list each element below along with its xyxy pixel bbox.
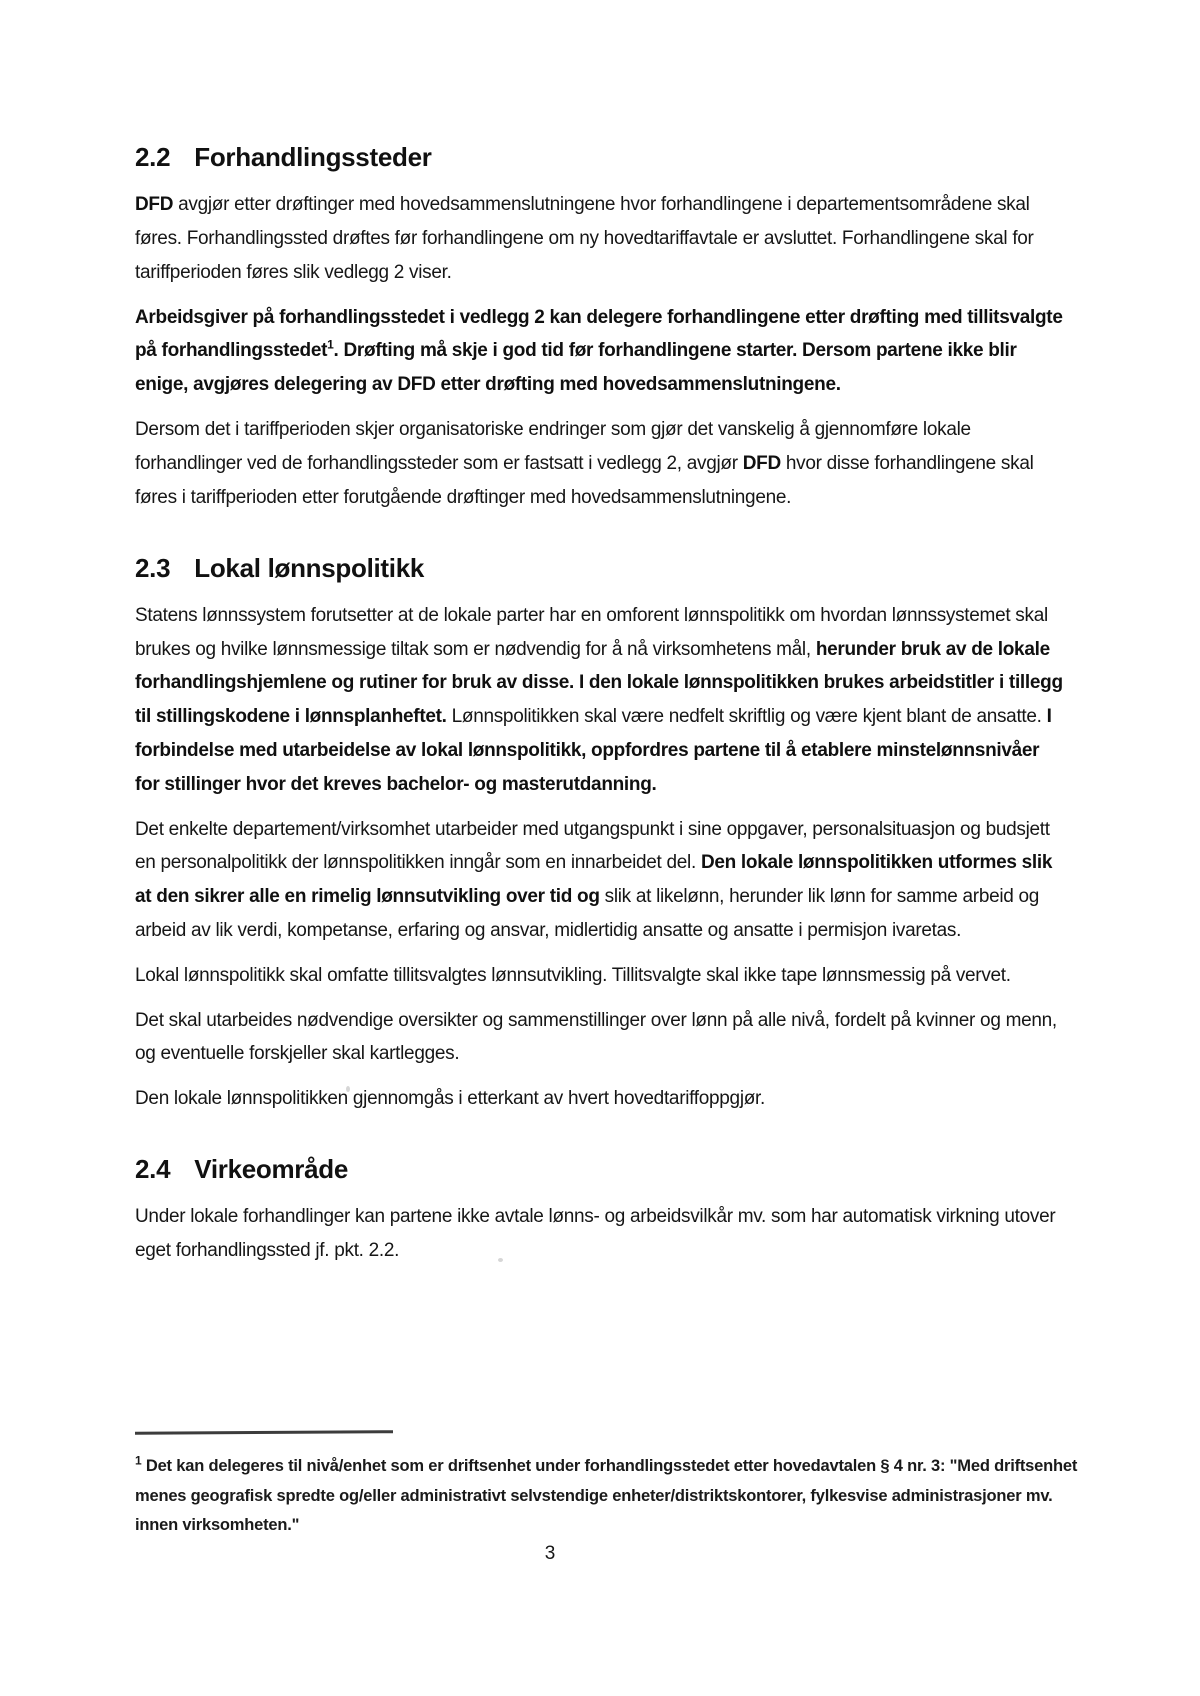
- paragraph: DFD avgjør etter drøftinger med hovedsammenslutningene hvor forhandlingene i departementsområdene skal føres. Forhandlingssted drøftes før forhandlingene om ny hovedtariffavtale er avsluttet. Forhandlingene skal for tariffperioden føres slik vedlegg 2 viser.: [135, 194, 1034, 283]
- paragraph: Det skal utarbeides nødvendige oversikter og sammenstillinger over lønn på alle nivå, fordelt på kvinner og menn, og eventuelle forskjeller skal kartlegges.: [135, 1009, 1057, 1065]
- footnote-text: $^1$ Det kan delegeres til nivå/enhet som er driftsenhet under forhandlingsstedet etter hovedavtalen § 4 nr. 3: "Med driftsenhet menes geografisk spredte og/eller administrativt selvstendige enheter/distriktskontorer, fylkesvise administrasjoner mv. innen virksomheten.": [135, 1453, 1078, 1535]
- paragraph: Den lokale lønnspolitikken gjennomgås i etterkant av hvert hovedtariffoppgjør.: [135, 1088, 766, 1110]
- page-number: 3: [544, 1543, 556, 1564]
- footnote-separator: [135, 1430, 393, 1435]
- section-heading-2-2: [135, 142, 1067, 173]
- paragraph: Lokal lønnspolitikk skal omfatte tillitsvalgtes lønnsutvikling. Tillitsvalgte skal ikke tape lønnsmessig på vervet.: [135, 964, 1011, 986]
- paragraph: Dersom det i tariffperioden skjer organisatoriske endringer som gjør det vanskelig å gjennomføre lokale forhandlinger ved de forhandlingssteder som er fastsatt i vedlegg 2, avgjør DFD hvor disse forhandlingene skal føres i tariffperioden etter forutgående drøftinger med hovedsammenslutningene.: [135, 419, 1034, 508]
- scan-artifact: [498, 1258, 503, 1262]
- section-number: 2.2: [135, 142, 171, 172]
- paragraph: Under lokale forhandlinger kan partene ikke avtale lønns- og arbeidsvilkår mv. som har automatisk virkning utover eget forhandlingssted jf. pkt. 2.2.: [135, 1206, 1056, 1262]
- document-body: [135, 142, 1067, 1279]
- paragraph: Arbeidsgiver på forhandlingsstedet i vedlegg 2 kan delegere forhandlingene etter drøfting med tillitsvalgte på forhandlingsstedet$^1$. Drøfting må skje i god tid før forhandlingene starter. Dersom partene ikke blir enige, avgjøres delegering av DFD etter drøfting med hovedsammenslutningene.: [135, 306, 1063, 396]
- section-title: Lokal lønnspolitikk: [194, 552, 425, 583]
- section-heading-2-4: [135, 1154, 1067, 1185]
- section-number: 2.3: [135, 552, 171, 583]
- section-title: Virkeområde: [194, 1154, 349, 1185]
- paragraph: Statens lønnssystem forutsetter at de lokale parter har en omforent lønnspolitikk om hvordan lønnssystemet skal brukes og hvilke lønnsmessige tiltak som er nødvendig for å nå virksomhetens mål, herunder bruk av de lokale forhandlingshjemlene og rutiner for bruk av disse. I den lokale lønnspolitikken brukes arbeidstitler i tillegg til stillingskodene i lønnsplanheftet. Lønnspolitikken skal være nedfelt skriftlig og være kjent blant de ansatte. I forbindelse med utarbeidelse av lokal lønnspolitikk, oppfordres partene til å etablere minstelønnsnivåer for stillinger hvor det kreves bachelor- og masterutdanning.: [135, 604, 1063, 795]
- scan-artifact: [346, 1086, 350, 1092]
- paragraph: Det enkelte departement/virksomhet utarbeider med utgangspunkt i sine oppgaver, personalsituasjon og budsjett en personalpolitikk der lønnspolitikken inngår som en innarbeidet del. Den lokale lønnspolitikken utformes slik at den sikrer alle en rimelig lønnsutvikling over tid og slik at likelønn, herunder lik lønn for samme arbeid og arbeid av lik verdi, kompetanse, erfaring og ansvar, midlertidig ansatte og ansatte i permisjon ivaretas.: [135, 818, 1053, 941]
- section-number: 2.4: [135, 1154, 171, 1185]
- section-heading-2-3: [135, 553, 1067, 584]
- section-title: Forhandlingssteder: [194, 142, 432, 172]
